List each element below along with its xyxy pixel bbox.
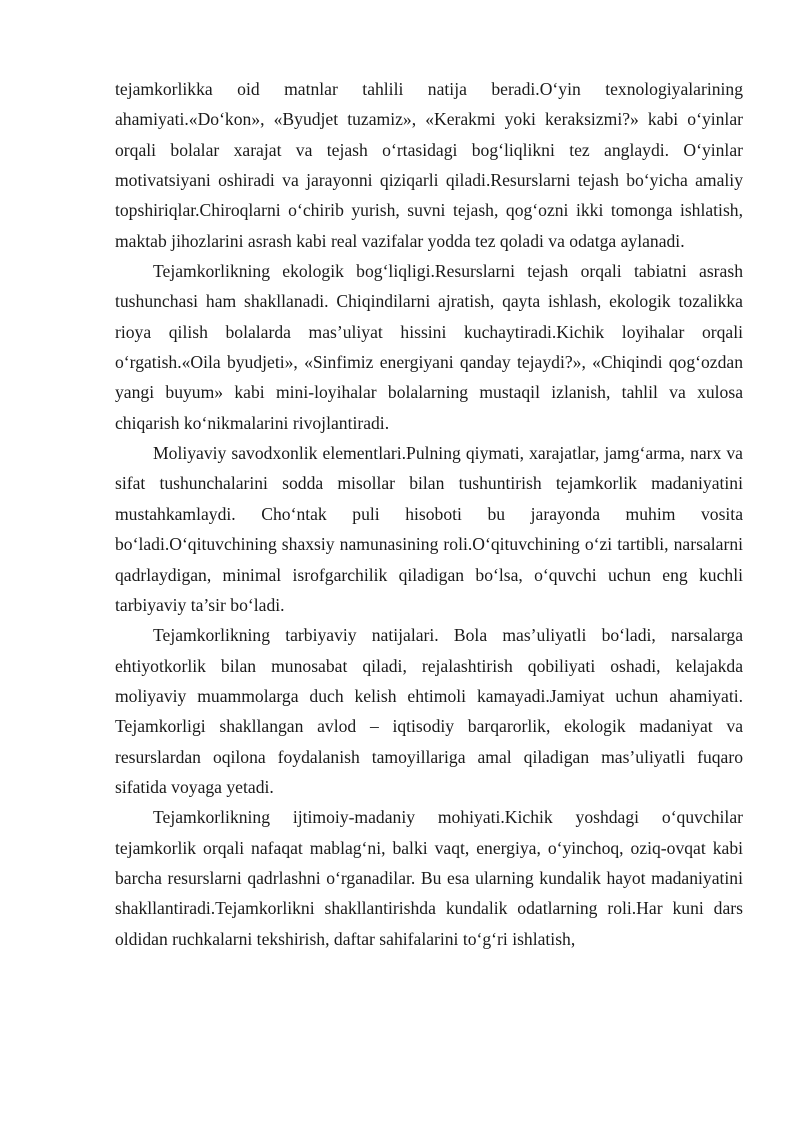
paragraph-ecology: Tejamkorlikning ekologik bog‘liqligi.Resurslarni tejash orqali tabiatni asrash tushunchasi ham shakllanadi. Chiqindilarni ajratish, qayta ishlash, ekologik tozalikka rioya qilish bolalarda mas’uliyat hissini kuchaytiradi.Kichik loyihalar orqali o‘rgatish.«Oila byudjeti», «Sinfimiz energiyani qanday tejaydi?», «Chiqindi qog‘ozdan yangi buyum» kabi mini-loyihalar bolalarning mustaqil izlanish, tahlil va xulosa chiqarish ko‘nikmalarini rivojlantiradi.	[115, 261, 743, 433]
paragraph-continuation: tejamkorlikka oid matnlar tahlili natija beradi.O‘yin texnologiyalarining ahamiyati.«Do‘kon», «Byudjet tuzamiz», «Kerakmi yoki keraksizmi?» kabi o‘yinlar orqali bolalar xarajat va tejash o‘rtasidagi bog‘liqlikni tez anglaydi. O‘yinlar motivatsiyani oshiradi va jarayonni qiziqarli qiladi.Resurslarni tejash bo‘yicha amaliy topshiriqlar.Chiroqlarni o‘chirib yurish, suvni tejash, qog‘ozni ikki tomonga ishlatish, maktab jihozlarini asrash kabi real vazifalar yodda tez qoladi va odatga aylanadi.	[115, 79, 743, 251]
paragraph-sociocultural: Tejamkorlikning ijtimoiy-madaniy mohiyati.Kichik yoshdagi o‘quvchilar tejamkorlik orqali nafaqat mablag‘ni, balki vaqt, energiya, o‘yinchoq, oziq-ovqat kabi barcha resurslarni qadrlashni o‘rganadilar. Bu esa ularning kundalik hayot madaniyatini shakllantiradi.Tejamkorlikni shakllantirishda kundalik odatlarning roli.Har kuni dars oldidan ruchkalarni tekshirish, daftar sahifalarini to‘g‘ri ishlatish,	[115, 807, 743, 949]
paragraph-educational-results: Tejamkorlikning tarbiyaviy natijalari. Bola mas’uliyatli bo‘ladi, narsalarga ehtiyotkorlik bilan munosabat qiladi, rejalashtirish qobiliyati oshadi, kelajakda moliyaviy muammolarga duch kelish ehtimoli kamayadi.Jamiyat uchun ahamiyati. Tejamkorligi shakllangan avlod – iqtisodiy barqarorlik, ekologik madaniyat va resurslardan oqilona foydalanish tamoyillariga amal qiladigan mas’uliyatli fuqaro sifatida voyaga yetadi.	[115, 625, 743, 797]
paragraph-financial-literacy: Moliyaviy savodxonlik elementlari.Pulning qiymati, xarajatlar, jamg‘arma, narx va sifat tushunchalarini sodda misollar bilan tushuntirish tejamkorlik madaniyatini mustahkamlaydi. Cho‘ntak puli hisoboti bu jarayonda muhim vosita bo‘ladi.O‘qituvchining shaxsiy namunasining roli.O‘qituvchining o‘zi tartibli, narsalarni qadrlaydigan, minimal isrofgarchilik qiladigan bo‘lsa, o‘quvchi uchun eng kuchli tarbiyaviy ta’sir bo‘ladi.	[115, 443, 743, 615]
document-page	[115, 74, 743, 954]
